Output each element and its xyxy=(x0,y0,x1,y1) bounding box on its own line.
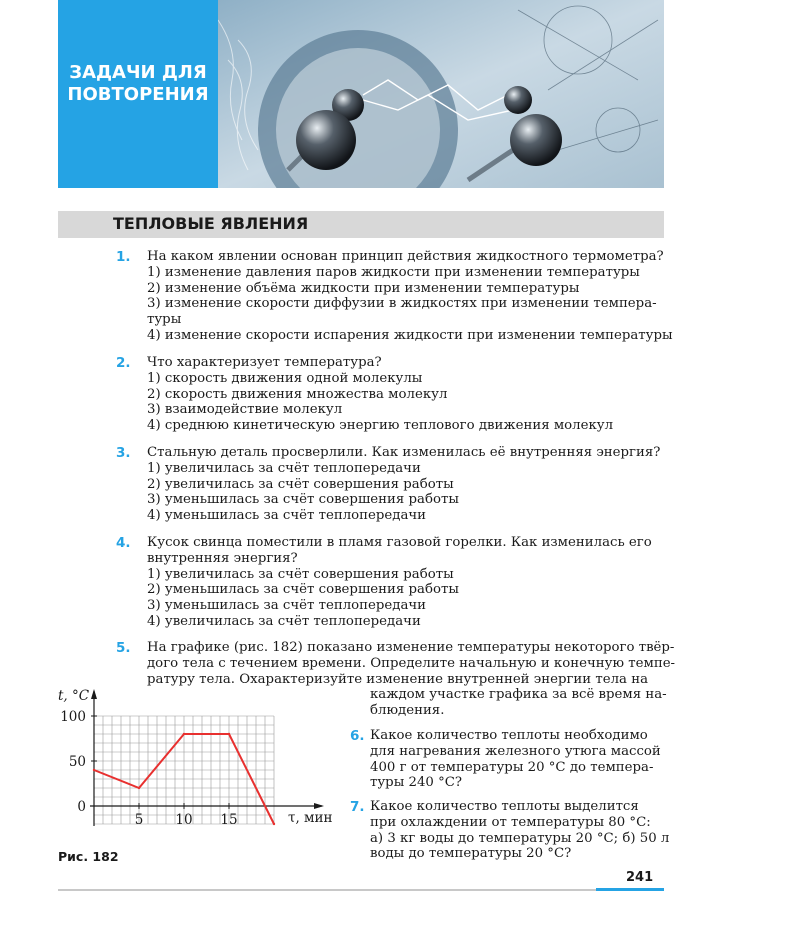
section-title: ТЕПЛОВЫЕ ЯВЛЕНИЯ xyxy=(113,214,309,233)
x-tick-label: 10 xyxy=(175,812,193,828)
answer-option: 4) увеличилась за счёт теплопередачи xyxy=(147,613,421,629)
data-point xyxy=(183,733,185,735)
data-point xyxy=(93,769,95,771)
y-tick-label: 50 xyxy=(68,754,86,770)
problem-text: На каком явлении основан принцип действия жидкостного термометра? 1) изменение давления паров жидкости при изменении температуры 2) изменение объёма жидкости при изменении температуры 3) изменение скорости диффузии в жидкостях при изменении темпера- туры 4) изменение скорости испарения жидкости при изменении температуры xyxy=(147,249,673,343)
answer-option: 3) взаимодействие молекул xyxy=(147,402,343,418)
problem-number: 3. xyxy=(116,445,131,461)
footer-accent xyxy=(596,888,664,891)
problem-text: Кусок свинца поместили в пламя газовой горелки. Как изменилась его внутренняя энергия? 1) увеличилась за счёт совершения работы 2) уменьшилась за счёт совершения работы 3) уменьшилась за счёт теплопередачи 4) увеличилась за счёт теплопередачи xyxy=(147,535,665,630)
problem-number: 6. xyxy=(350,728,365,744)
figure-caption: Рис. 182 xyxy=(58,849,119,864)
problem-number: 1. xyxy=(116,249,131,265)
answer-option: 2) уменьшилась за счёт совершения работы xyxy=(147,582,459,598)
y-axis-label: t, °С xyxy=(58,688,90,704)
chart-labels xyxy=(58,688,333,826)
problem-text: Стальную деталь просверлили. Как изменилась её внутренняя энергия? 1) увеличилась за счёт теплопередачи 2) увеличилась за счёт совершения работы 3) уменьшилась за счёт совершения работы 4) уменьшилась за счёт теплопередачи xyxy=(147,445,665,524)
problem-number: 7. xyxy=(350,799,365,815)
x-tick-label: 5 xyxy=(134,812,144,828)
footer-rule xyxy=(58,889,664,891)
y-tick-label: 100 xyxy=(60,709,86,725)
answer-option: 1) увеличилась за счёт совершения работы xyxy=(147,566,454,582)
answer-option: 2) увеличилась за счёт совершения работы xyxy=(147,476,454,492)
data-point xyxy=(273,823,275,825)
data-point xyxy=(228,733,230,735)
answer-option: туры xyxy=(147,312,182,328)
problem-number: 4. xyxy=(116,535,131,551)
chart-axes xyxy=(90,689,324,826)
answer-option: 1) увеличилась за счёт теплопередачи xyxy=(147,460,421,476)
page-number: 241 xyxy=(626,870,654,885)
answer-option: 1) изменение давления паров жидкости при изменении температуры xyxy=(147,264,640,280)
answer-option: 2) скорость движения множества молекул xyxy=(147,386,448,402)
answer-option: 2) изменение объёма жидкости при изменении температуры xyxy=(147,280,580,296)
answer-option: 3) изменение скорости диффузии в жидкостях при изменении темпера- xyxy=(147,296,657,312)
problem-text: Что характеризует температура? 1) скорость движения одной молекулы 2) скорость движения множества молекул 3) взаимодействие молекул 4) среднюю кинетическую энергию теплового движения молекул xyxy=(147,355,665,434)
y-axis-arrow xyxy=(91,689,97,699)
problem-text: На графике (рис. 182) показано изменение температуры некоторого твёр- дого тела с течением времени. Определите начальную и конечную темпе- ратуру тела. Охарактеризуйте изменение внутренней энергии тела на xyxy=(147,640,676,687)
banner-title: ЗАДАЧИ ДЛЯ ПОВТОРЕНИЯ xyxy=(67,62,209,105)
problem-text-continued: каждом участке графика за всё время на- блюдения. xyxy=(370,687,667,718)
answer-option: 4) изменение скорости испарения жидкости при изменении температуры xyxy=(147,327,673,343)
x-axis-label: τ, мин xyxy=(288,810,333,826)
problem-number: 2. xyxy=(116,355,131,371)
x-axis-arrow xyxy=(314,803,324,809)
problem-text: Какое количество теплоты выделится при охлаждении от температуры 80 °С: а) 3 кг воды до температуры 20 °С; б) 50 л воды до температуры 20 °С? xyxy=(370,799,670,862)
problem-text: Какое количество теплоты необходимо для нагревания железного утюга массой 400 г от температуры 20 °С до темпера- туры 240 °С? xyxy=(370,728,661,791)
banner-illustration xyxy=(218,0,664,188)
answer-option: 4) среднюю кинетическую энергию теплового движения молекул xyxy=(147,418,614,434)
problem-number: 5. xyxy=(116,640,131,656)
x-tick-label: 15 xyxy=(220,812,238,828)
data-point xyxy=(138,787,140,789)
temperature-chart xyxy=(56,683,346,843)
answer-option: 3) уменьшилась за счёт теплопередачи xyxy=(147,598,427,614)
answer-option: 4) уменьшилась за счёт теплопередачи xyxy=(147,508,427,524)
answer-option: 1) скорость движения одной молекулы xyxy=(147,370,423,386)
y-tick-label: 0 xyxy=(77,799,86,815)
answer-option: 3) уменьшилась за счёт совершения работы xyxy=(147,492,459,508)
